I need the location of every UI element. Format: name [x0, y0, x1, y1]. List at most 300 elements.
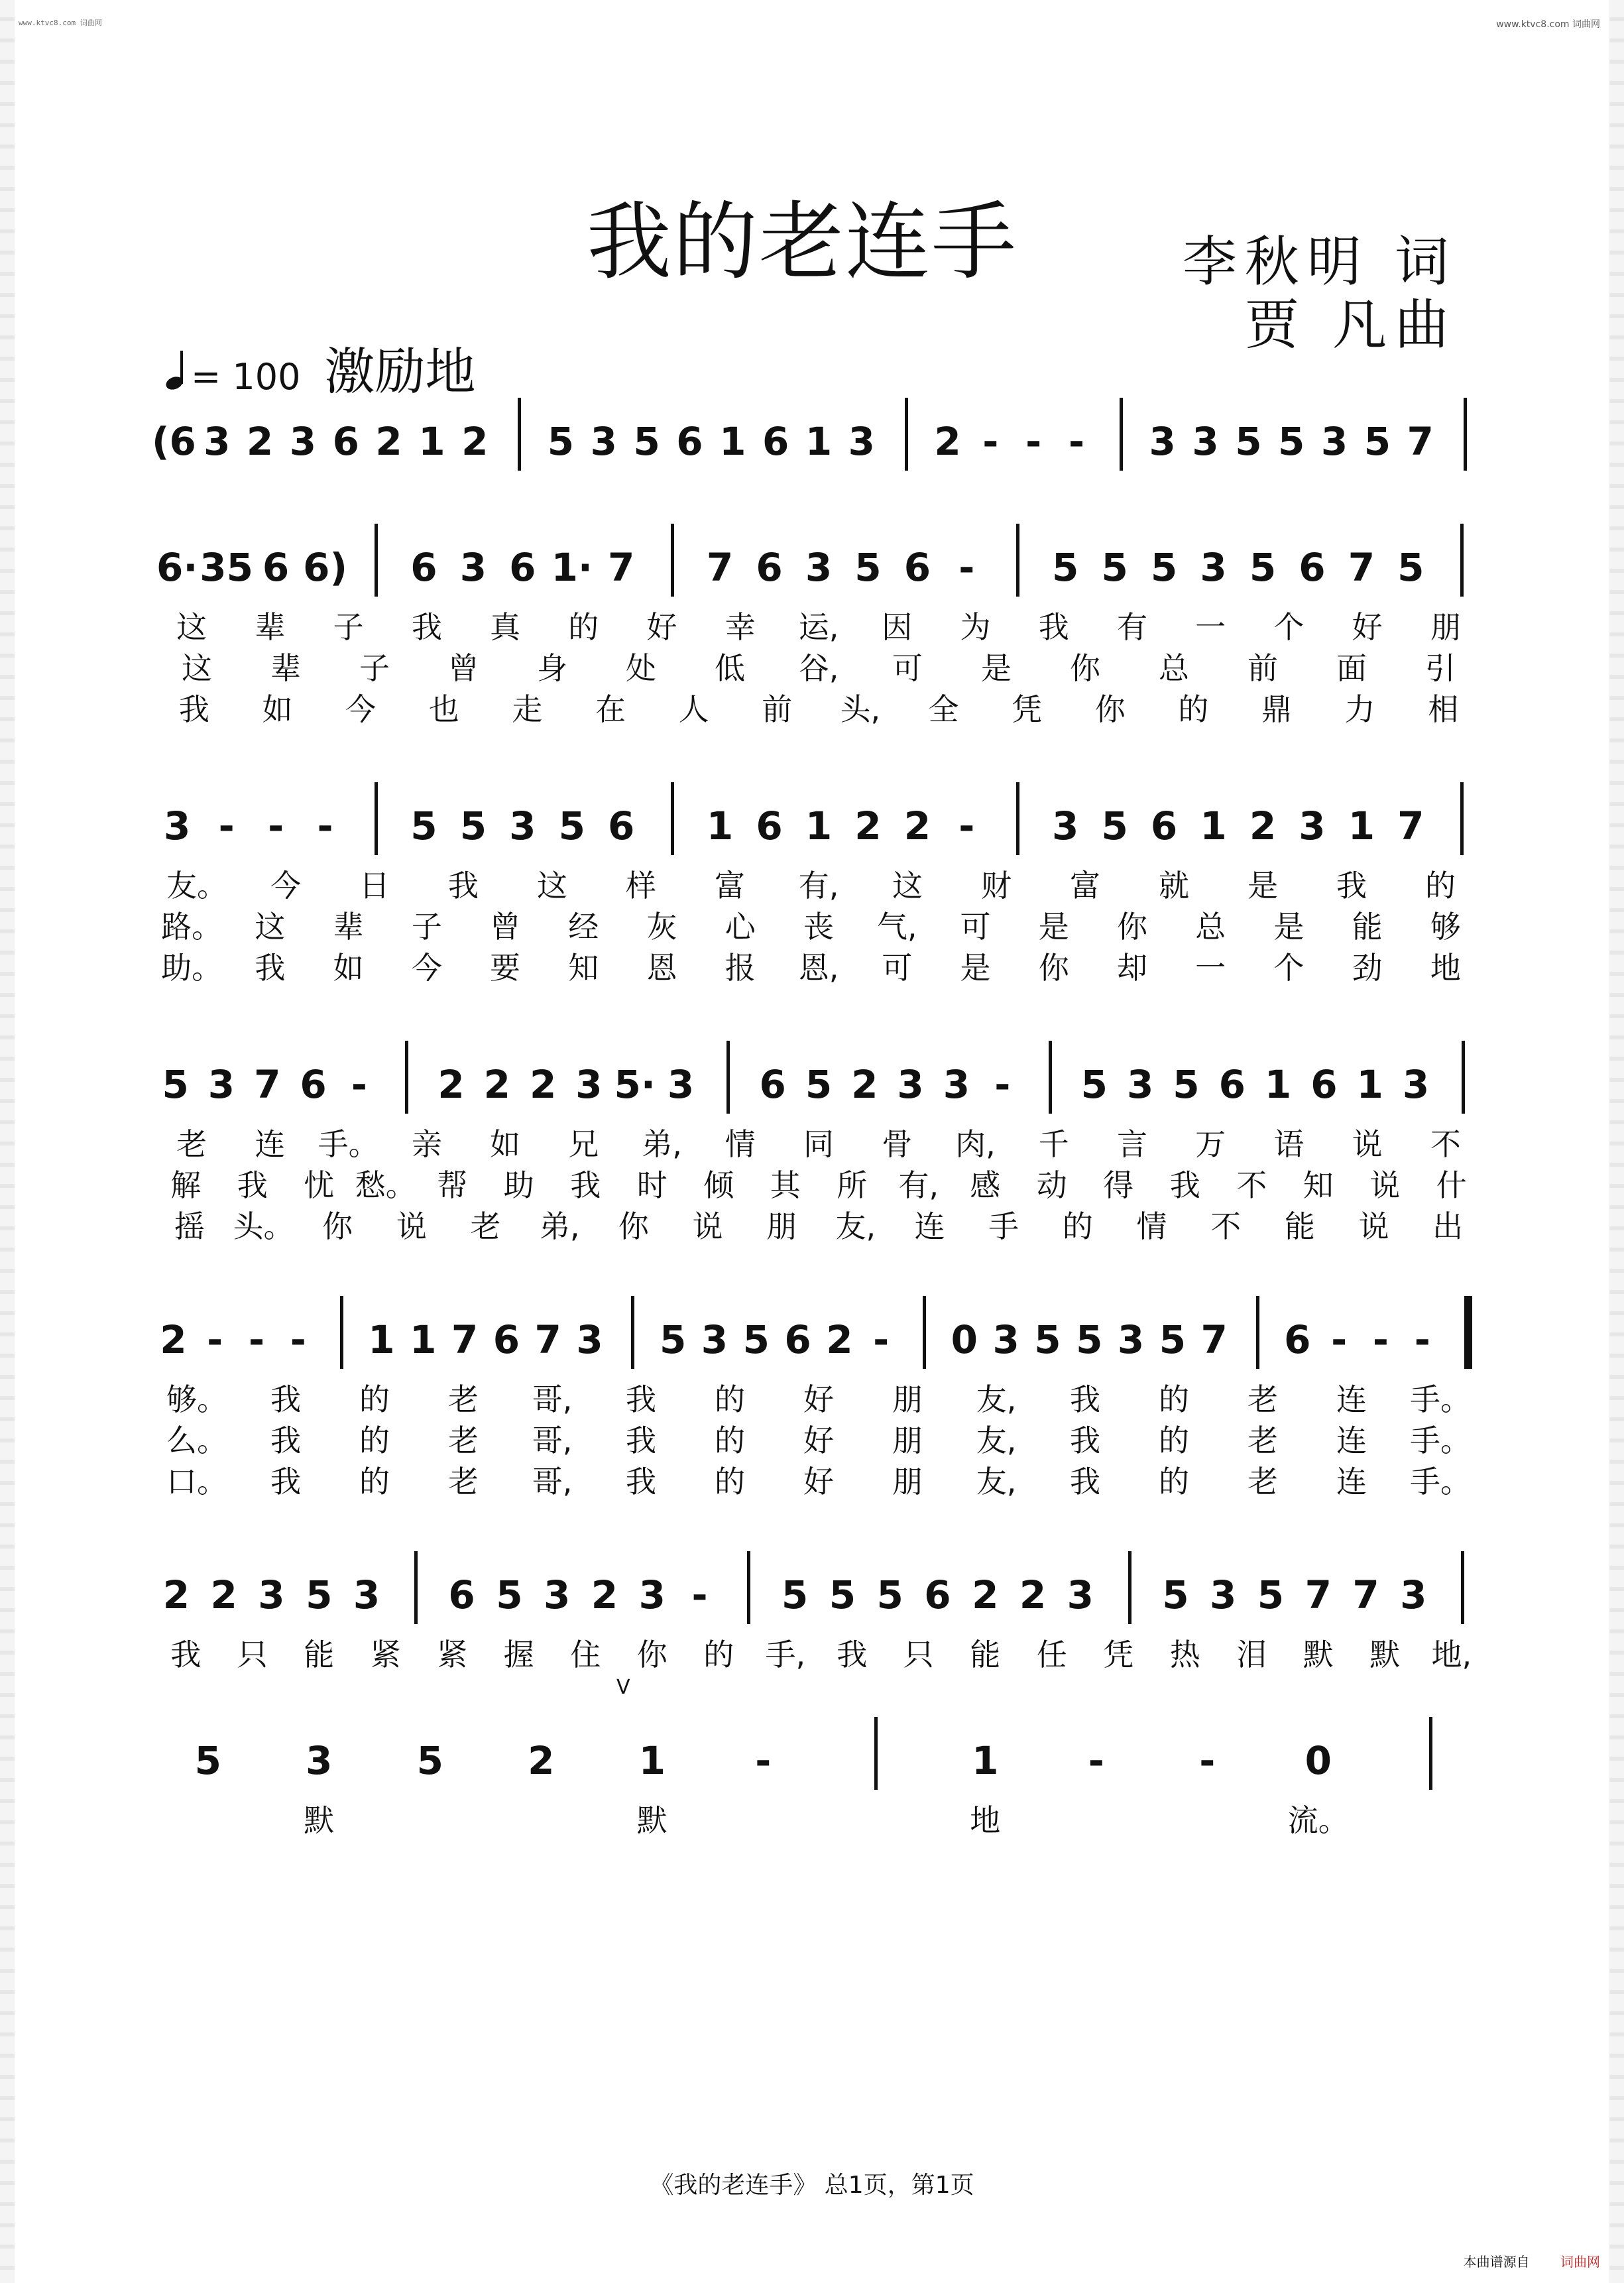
lyric-syllable: 其	[770, 1167, 801, 1203]
lyric-syllable: 子	[411, 909, 442, 945]
lyric-syllable: 说	[1369, 1167, 1401, 1203]
barline	[1016, 782, 1019, 855]
note: -	[1372, 1317, 1389, 1362]
lyric-syllable: 丧	[803, 909, 834, 945]
note: 6	[608, 803, 635, 849]
note: 3	[1200, 545, 1227, 590]
lyric-syllable: 连	[1336, 1464, 1367, 1499]
note: 5	[410, 803, 437, 849]
lyric-syllable: 人	[678, 691, 709, 727]
lyric-syllable: 默	[1303, 1637, 1334, 1672]
lyric-syllable: 紧	[437, 1637, 468, 1672]
lyric-verse-line	[152, 1161, 1485, 1202]
lyric-syllable: 情	[1136, 1208, 1167, 1244]
note: 5	[496, 1572, 523, 1617]
lyric-syllable: 连	[914, 1208, 945, 1244]
lyric-syllable: 好	[1352, 609, 1383, 645]
lyric-syllable: 言	[1116, 1126, 1147, 1162]
lyric-syllable: 我	[411, 609, 442, 645]
score-system	[152, 1717, 1485, 1838]
note: 6	[759, 1062, 786, 1107]
quarter-note-icon	[166, 352, 184, 389]
note: 7	[1397, 803, 1424, 849]
lyric-syllable: 连	[1336, 1423, 1367, 1458]
lyric-verse-line	[152, 1796, 1485, 1838]
lyric-syllable: 谷,	[798, 650, 839, 686]
note: 5	[876, 1572, 903, 1617]
lyric-syllable: 可	[892, 650, 923, 686]
note: 3	[289, 419, 317, 464]
score-system	[152, 1041, 1485, 1244]
lyric-syllable: 连	[255, 1126, 286, 1162]
note: 2	[246, 419, 274, 464]
lyric-verse-line	[152, 685, 1485, 727]
note: 3	[667, 1062, 695, 1107]
lyric-syllable: 朋	[892, 1381, 923, 1417]
note: 2	[1249, 803, 1277, 849]
note: 3	[805, 545, 833, 590]
tempo-marking	[166, 331, 475, 404]
barline	[375, 782, 378, 855]
barline	[671, 524, 674, 597]
lyric-syllable: 朋	[1430, 609, 1461, 645]
note: 5	[1101, 803, 1128, 849]
source-note: 本曲谱源自	[1463, 2254, 1530, 2270]
note: -	[1199, 1738, 1216, 1783]
note: 3	[848, 419, 876, 464]
lyric-syllable: 的	[359, 1423, 390, 1458]
lyric-syllable: 的	[359, 1381, 390, 1417]
lyric-syllable: 默	[636, 1802, 667, 1838]
lyric-syllable: 能	[304, 1637, 335, 1672]
lyric-syllable: 够	[1430, 909, 1461, 945]
lyric-syllable: 真	[490, 609, 521, 645]
lyric-syllable: 能	[1284, 1208, 1315, 1244]
lyric-syllable: 可	[882, 950, 913, 986]
lyric-syllable: 今	[345, 691, 377, 727]
note: 6	[410, 545, 437, 590]
lyric-syllable: 我	[1070, 1423, 1100, 1458]
note: 5	[1150, 545, 1178, 590]
note: 7	[1407, 419, 1434, 464]
note: 5	[1034, 1317, 1061, 1362]
lyric-syllable: 如	[333, 950, 364, 986]
lyric-verse-line	[152, 1417, 1485, 1458]
note: -	[958, 803, 975, 849]
lyric-syllable: 手。	[1410, 1464, 1471, 1499]
lyric-syllable: 说	[396, 1208, 427, 1244]
lyric-verse-line	[152, 1376, 1485, 1417]
lyric-syllable: 的	[715, 1423, 745, 1458]
lyric-syllable: 握	[503, 1637, 534, 1672]
lyric-syllable: 友。	[166, 868, 227, 904]
lyric-syllable: 动	[1036, 1167, 1067, 1203]
page-edge-left	[0, 0, 15, 2283]
barline	[631, 1296, 634, 1369]
lyric-syllable: 你	[1038, 950, 1069, 986]
note: -	[207, 1317, 223, 1362]
barline	[1128, 1551, 1131, 1624]
lyric-syllable: 有,	[798, 868, 839, 904]
score-system	[152, 524, 1485, 727]
lyric-syllable: 你	[618, 1208, 649, 1244]
lyric-syllable: 哥,	[532, 1381, 573, 1417]
lyric-syllable: 情	[725, 1126, 756, 1162]
lyric-syllable: 是	[1247, 868, 1278, 904]
note: 5	[1162, 1572, 1189, 1617]
note: 5	[558, 803, 585, 849]
lyric-syllable: 老	[1247, 1464, 1278, 1499]
lyric-syllable: 我	[270, 1464, 301, 1499]
lyric-verse-line	[152, 644, 1485, 685]
lyric-syllable: 子	[359, 650, 390, 686]
lyric-syllable: 在	[595, 691, 626, 727]
note: 2	[483, 1062, 510, 1107]
lyric-syllable: 默	[1369, 1637, 1401, 1672]
barline	[340, 1296, 343, 1369]
note: 6	[784, 1317, 811, 1362]
lyric-syllable: 却	[1116, 950, 1147, 986]
barline	[1429, 1717, 1432, 1790]
lyric-syllable: 时	[636, 1167, 667, 1203]
lyric-verse-line	[152, 903, 1485, 944]
lyric-syllable: 友,	[976, 1423, 1017, 1458]
note: -	[268, 803, 284, 849]
barline	[1462, 1041, 1465, 1114]
note: 6	[1150, 803, 1178, 849]
lyric-syllable: 手。	[318, 1126, 379, 1162]
watermark-top-left: www.ktvc8.com 词曲网	[19, 19, 102, 27]
lyric-syllable: 什	[1436, 1167, 1467, 1203]
note: 2	[375, 419, 402, 464]
note: 3	[459, 545, 487, 590]
note: 3	[701, 1317, 728, 1362]
note: (6	[151, 419, 196, 464]
lyric-syllable: 气,	[876, 909, 917, 945]
lyric-syllable: 低	[715, 650, 745, 686]
lyric-syllable: 知	[1303, 1167, 1334, 1203]
barline	[1460, 782, 1464, 855]
note: 5	[633, 419, 660, 464]
lyric-syllable: 的	[1159, 1464, 1189, 1499]
lyric-syllable: 不	[1236, 1167, 1267, 1203]
lyric-syllable: 是	[1273, 909, 1305, 945]
note: 5	[781, 1572, 809, 1617]
lyric-syllable: 老	[1247, 1423, 1278, 1458]
note: 5	[459, 803, 487, 849]
lyric-syllable: 我	[1336, 868, 1367, 904]
lyric-syllable: 有	[1116, 609, 1147, 645]
barline	[923, 1296, 926, 1369]
barline	[1016, 524, 1019, 597]
note: 7	[1200, 1317, 1228, 1362]
lyric-syllable: 手	[988, 1208, 1019, 1244]
lyric-syllable: 只	[237, 1637, 268, 1672]
lyric-syllable: 热	[1169, 1637, 1200, 1672]
lyric-syllable: 所	[837, 1167, 868, 1203]
note: 3	[1400, 1572, 1427, 1617]
note: 6	[903, 545, 931, 590]
barline	[1461, 1551, 1464, 1624]
note: 3	[576, 1317, 603, 1362]
note: 0	[1305, 1738, 1332, 1783]
lyric-syllable: 语	[1273, 1126, 1305, 1162]
lyric-syllable: 弟,	[642, 1126, 682, 1162]
lyric-syllable: 我	[237, 1167, 268, 1203]
note: 5	[547, 419, 575, 464]
lyric-syllable: 处	[626, 650, 656, 686]
notes-line	[152, 1296, 1485, 1376]
lyric-syllable: 报	[725, 950, 756, 986]
lyric-syllable: 手。	[1410, 1381, 1471, 1417]
lyric-syllable: 这	[892, 868, 923, 904]
score-system	[152, 782, 1485, 985]
note: 3	[1402, 1062, 1430, 1107]
note: 1	[638, 1738, 666, 1783]
note: 3	[164, 803, 191, 849]
lyric-syllable: 全	[928, 691, 959, 727]
note: -	[1331, 1317, 1348, 1362]
lyric-syllable: 引	[1425, 650, 1456, 686]
note: 3	[638, 1572, 666, 1617]
lyric-syllable: 因	[882, 609, 913, 645]
lyric-syllable: 心	[725, 909, 756, 945]
note: 1	[418, 419, 445, 464]
notes-line	[152, 1717, 1485, 1796]
lyric-syllable: 好	[646, 609, 677, 645]
note: 5	[162, 1062, 189, 1107]
lyric-syllable: 倾	[703, 1167, 734, 1203]
lyric-syllable: 我	[178, 691, 209, 727]
lyric-syllable: 面	[1336, 650, 1367, 686]
breath-mark: V	[616, 1676, 630, 1699]
lyric-syllable: 出	[1432, 1208, 1464, 1244]
barline	[1120, 398, 1123, 471]
note: 5	[194, 1738, 221, 1783]
note: 3	[203, 419, 231, 464]
notes-line	[152, 524, 1485, 603]
lyric-syllable: 一	[1195, 950, 1226, 986]
lyric-syllable: 今	[411, 950, 442, 986]
lyric-syllable: 个	[1273, 950, 1305, 986]
lyric-syllable: 老	[1247, 1381, 1278, 1417]
lyric-syllable: 不	[1430, 1126, 1461, 1162]
lyric-syllable: 运,	[798, 609, 839, 645]
lyric-syllable: 头。	[233, 1208, 294, 1244]
note: 6	[676, 419, 703, 464]
expression-marking: 激励地	[324, 342, 476, 401]
lyric-syllable: 够。	[166, 1381, 227, 1417]
note: -	[958, 545, 975, 590]
site-name: 词曲网	[1560, 2254, 1600, 2270]
note: 2	[210, 1572, 237, 1617]
lyric-syllable: 富	[715, 868, 745, 904]
lyric-syllable: 手,	[765, 1637, 806, 1672]
note: 6	[262, 545, 290, 590]
note: 3	[1192, 419, 1219, 464]
note: 1	[972, 1738, 999, 1783]
lyric-syllable: 手。	[1410, 1423, 1471, 1458]
barline	[726, 1041, 730, 1114]
lyric-syllable: 千	[1038, 1126, 1069, 1162]
lyric-syllable: 说	[1358, 1208, 1389, 1244]
lyric-syllable: 可	[960, 909, 991, 945]
lyric-verse-line	[152, 603, 1485, 644]
barline	[414, 1551, 418, 1624]
note: -	[1025, 419, 1042, 464]
lyric-syllable: 曾	[490, 909, 521, 945]
note: 2	[854, 803, 882, 849]
note: 2	[1019, 1572, 1047, 1617]
lyric-syllable: 有,	[898, 1167, 939, 1203]
lyric-syllable: 鼎	[1261, 691, 1292, 727]
note: 5	[1249, 545, 1277, 590]
note: 2	[851, 1062, 878, 1107]
note: 35	[200, 545, 254, 590]
note: 3	[1320, 419, 1348, 464]
lyric-syllable: 骨	[882, 1126, 913, 1162]
note: 3	[353, 1572, 380, 1617]
lyric-syllable: 样	[626, 868, 656, 904]
note: 2	[591, 1572, 618, 1617]
note: 2	[972, 1572, 999, 1617]
lyric-syllable: 我	[626, 1423, 656, 1458]
note: -	[317, 803, 333, 849]
lyric-syllable: 老	[448, 1423, 479, 1458]
lyric-syllable: 曾	[448, 650, 479, 686]
note: -	[755, 1738, 772, 1783]
note: 2	[160, 1317, 187, 1362]
lyric-syllable: 地	[970, 1802, 1001, 1838]
lyric-syllable: 的	[359, 1464, 390, 1499]
barline	[1464, 398, 1467, 471]
lyric-syllable: 我	[270, 1423, 301, 1458]
note: 3	[1209, 1572, 1237, 1617]
lyric-syllable: 我	[448, 868, 479, 904]
lyric-syllable: 好	[803, 1381, 834, 1417]
note: 5	[854, 545, 882, 590]
lyric-syllable: 亲	[411, 1126, 442, 1162]
note: 3	[575, 1062, 603, 1107]
lyric-syllable: 同	[803, 1126, 834, 1162]
lyric-syllable: 泪	[1236, 1637, 1267, 1672]
lyric-syllable: 朋	[892, 1423, 923, 1458]
lyric-syllable: 连	[1336, 1381, 1367, 1417]
note: 2	[826, 1317, 853, 1362]
lyric-syllable: 今	[270, 868, 301, 904]
note: 3	[590, 419, 617, 464]
lyric-syllable: 如	[490, 1126, 521, 1162]
lyric-syllable: 住	[570, 1637, 601, 1672]
lyric-syllable: 前	[1247, 650, 1278, 686]
note: 1	[706, 803, 734, 849]
note: 5	[742, 1317, 770, 1362]
note: 5	[1235, 419, 1262, 464]
composer-credit: 贾 凡曲	[1244, 294, 1457, 357]
barline	[405, 1041, 408, 1114]
note: 1·	[551, 545, 593, 590]
lyric-syllable: 口。	[166, 1464, 227, 1499]
lyric-syllable: 哥,	[532, 1464, 573, 1499]
lyric-syllable: 是	[1038, 909, 1069, 945]
note: 3	[897, 1062, 924, 1107]
barline	[1049, 1041, 1052, 1114]
lyric-syllable: 友,	[976, 1381, 1017, 1417]
note: 7	[608, 545, 635, 590]
note: 1	[1356, 1062, 1383, 1107]
lyric-syllable: 任	[1036, 1637, 1067, 1672]
lyric-verse-line	[152, 1202, 1485, 1244]
lyric-syllable: 我	[626, 1464, 656, 1499]
lyric-syllable: 的	[568, 609, 599, 645]
lyric-syllable: 经	[568, 909, 599, 945]
lyric-syllable: 的	[1178, 691, 1209, 727]
lyric-syllable: 个	[1273, 609, 1305, 645]
lyric-syllable: 能	[1352, 909, 1383, 945]
note: 1	[805, 419, 833, 464]
lyric-syllable: 解	[170, 1167, 202, 1203]
note: 5	[1257, 1572, 1285, 1617]
lyric-syllable: 我	[837, 1637, 868, 1672]
note: 1	[410, 1317, 437, 1362]
lyric-syllable: 默	[304, 1802, 335, 1838]
lyricist-credit: 李秋明 词	[1182, 231, 1457, 294]
lyric-syllable: 幸	[725, 609, 756, 645]
lyric-syllable: 我	[1169, 1167, 1200, 1203]
note: 3	[207, 1062, 235, 1107]
lyric-syllable: 我	[170, 1637, 202, 1672]
barline	[671, 782, 674, 855]
lyric-syllable: 走	[512, 691, 543, 727]
watermark-bottom-right	[1464, 2251, 1600, 2270]
lyric-syllable: 就	[1159, 868, 1189, 904]
lyric-verse-line	[152, 1458, 1485, 1499]
note: 3	[306, 1738, 333, 1783]
note: 2	[437, 1062, 465, 1107]
lyric-syllable: 的	[1062, 1208, 1093, 1244]
note: 1	[719, 419, 746, 464]
lyric-syllable: 身	[537, 650, 567, 686]
barline	[375, 524, 378, 597]
lyric-syllable: 老	[448, 1381, 479, 1417]
lyric-syllable: 你	[636, 1637, 667, 1672]
lyric-syllable: 你	[322, 1208, 353, 1244]
lyric-syllable: 我	[570, 1167, 601, 1203]
lyric-syllable: 的	[1159, 1381, 1189, 1417]
note: 2	[529, 1062, 557, 1107]
note: 6)	[303, 545, 347, 590]
lyric-verse-line	[152, 862, 1485, 903]
note: 5·	[614, 1062, 656, 1107]
lyric-syllable: 灰	[646, 909, 677, 945]
note: 2	[528, 1738, 555, 1783]
barline	[747, 1551, 750, 1624]
lyric-syllable: 帮	[437, 1167, 468, 1203]
lyric-syllable: 恩,	[798, 950, 839, 986]
lyric-syllable: 凭	[1103, 1637, 1134, 1672]
lyric-syllable: 路。	[161, 909, 223, 945]
note: 5	[1101, 545, 1128, 590]
note: 3	[258, 1572, 285, 1617]
note: 6	[332, 419, 359, 464]
tempo-value: = 100	[191, 356, 301, 398]
note: -	[1414, 1317, 1430, 1362]
lyric-syllable: 老	[448, 1464, 479, 1499]
lyric-syllable: 地	[1430, 950, 1461, 986]
note: -	[351, 1062, 367, 1107]
lyric-syllable: 助	[503, 1167, 534, 1203]
note: -	[290, 1317, 306, 1362]
